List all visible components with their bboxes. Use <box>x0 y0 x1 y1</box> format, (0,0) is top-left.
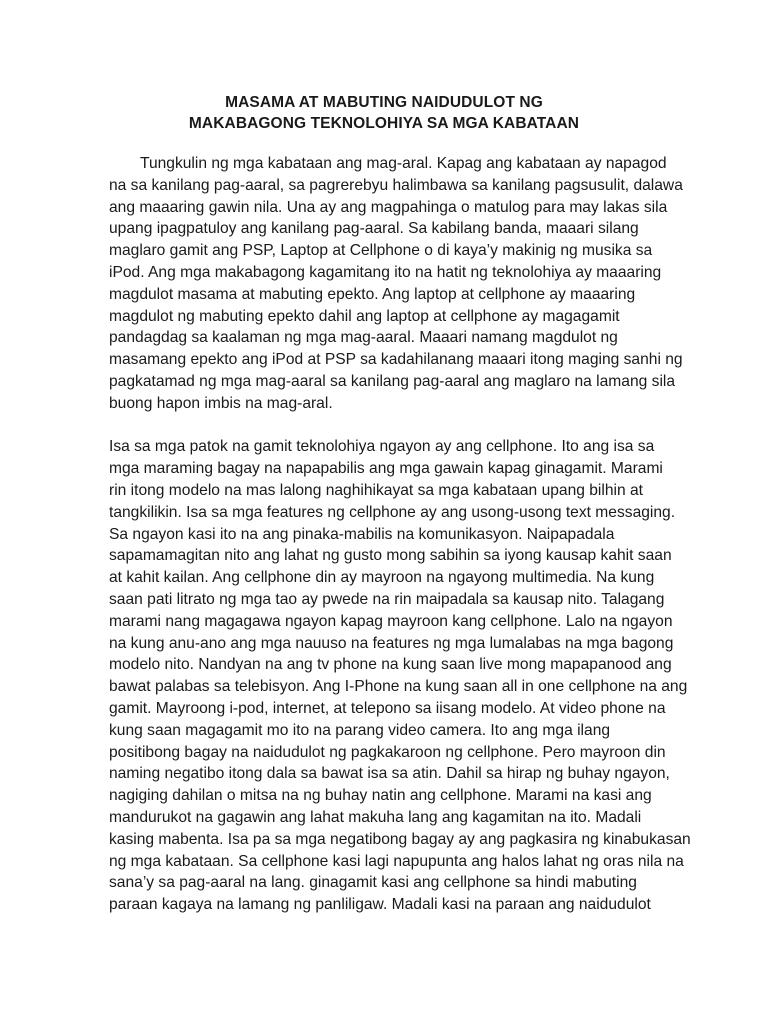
text-line: ng mga kabataan. Sa cellphone kasi lagi napupunta ang halos lahat ng oras nila na <box>109 852 684 870</box>
paragraph-gap <box>109 415 669 437</box>
text-line: na kung anu-ano ang mga nauuso na features ng mga lumalabas na mga bagong <box>109 634 674 652</box>
text-line: marami nang magagawa ngayon kapag mayroon kang cellphone. Lalo na ngayon <box>109 612 673 630</box>
text-line: tangkilikin. Isa sa mga features ng cellphone ay ang usong-usong text messaging. <box>109 503 676 521</box>
text-line: ang maaaring gawin nila. Una ay ang magpahinga o matulog para may lakas sila <box>109 198 668 216</box>
text-line: mandurukot na gagawin ang lahat makuha lang ang kagamitan na ito. Madali <box>109 808 642 826</box>
text-line: iPod. Ang mga makabagong kagamitang ito na hatit ng teknolohiya ay maaaring <box>109 263 662 281</box>
text-line: rin itong modelo na mas lalong naghihikayat sa mga kabataan upang bilhin at <box>109 481 644 499</box>
text-line: na sa kanilang pag-aaral, sa pagrerebyu halimbawa sa kanilang pagsusulit, dalawa <box>109 176 683 194</box>
paragraph-2 <box>109 436 691 916</box>
text-line: masamang epekto ang iPod at PSP sa kadahilanang maaari itong maging sanhi ng <box>109 351 683 369</box>
text-line: gamit. Mayroong i-pod, internet, at telepono sa iisang modelo. At video phone na <box>109 699 666 717</box>
text-line: Tungkulin ng mga kabataan ang mag-aral. Kapag ang kabataan ay napagod <box>140 155 667 172</box>
text-line: positibong bagay na naidudulot ng pagkakaroon ng cellphone. Pero mayroon din <box>109 743 666 761</box>
text-line: nagiging dahilan o mitsa na ng buhay natin ang cellphone. Marami na kasi ang <box>109 787 652 805</box>
text-line: paraan kagaya na lamang ng panliligaw. Madali kasi na paraan ang naidudulot <box>109 896 651 914</box>
text-line: Isa sa mga patok na gamit teknolohiya ngayon ay ang cellphone. Ito ang isa sa <box>109 438 655 456</box>
text-line: saan pati litrato ng mga tao ay pwede na rin maipadala sa kausap nito. Talagang <box>109 590 665 608</box>
text-line: sana’y sa pag-aaral na lang. ginagamit kasi ang cellphone sa hindi mabuting <box>109 874 637 892</box>
text-line: magdulot ng mabuting epekto dahil ang laptop at cellphone ay magagamit <box>109 307 620 325</box>
text-line: pandagdag sa kaalaman ng mga mag-aaral. Maaari namang magdulot ng <box>109 329 618 347</box>
text-line: at kahit kailan. Ang cellphone din ay mayroon na ngayong multimedia. Na kung <box>109 569 655 587</box>
text-line: sapamamagitan nito ang lahat ng gusto mong sabihin sa iyong kausap kahit saan <box>109 547 672 565</box>
document-title <box>0 92 768 134</box>
text-line: Sa ngayon kasi ito na ang pinaka-mabilis na komunikasyon. Naipapadala <box>109 525 615 543</box>
text-line: naming negatibo itong dala sa bawat isa sa atin. Dahil sa hirap ng buhay ngayon, <box>109 765 670 783</box>
text-line: kung saan magagamit mo ito na parang video camera. Ito ang mga ilang <box>109 721 611 739</box>
text-line: modelo nito. Nandyan na ang tv phone na kung saan live mong mapapanood ang <box>109 656 672 674</box>
text-line: mga maraming bagay na napapabilis ang mga gawain kapag ginagamit. Marami <box>109 460 663 478</box>
text-line: magdulot masama at mabuting epekto. Ang laptop at cellphone ay maaaring <box>109 285 636 303</box>
title-line: MAKABAGONG TEKNOLOHIYA SA MGA KABATAAN <box>188 115 580 132</box>
title-line: MASAMA AT MABUTING NAIDUDULOT NG <box>225 94 543 111</box>
text-line: maglaro gamit ang PSP, Laptop at Cellphone o di kaya’y makinig ng musika sa <box>109 242 653 260</box>
text-line: kasing mabenta. Isa pa sa mga negatibong bagay ay ang pagkasira ng kinabukasan <box>109 830 691 848</box>
text-line: pagkatamad ng mga mag-aaral sa kanilang pag-aaral ang maglaro na lamang sila <box>109 372 676 390</box>
paragraph-1 <box>109 153 683 415</box>
text-line: buong hapon imbis na mag-aral. <box>109 394 333 412</box>
document-body <box>109 153 691 916</box>
text-line: bawat palabas sa telebisyon. Ang I-Phone na kung saan all in one cellphone na ang <box>109 678 688 696</box>
text-line: upang ipagpatuloy ang kanilang pag-aaral. Sa kabilang banda, maaari silang <box>109 220 639 238</box>
